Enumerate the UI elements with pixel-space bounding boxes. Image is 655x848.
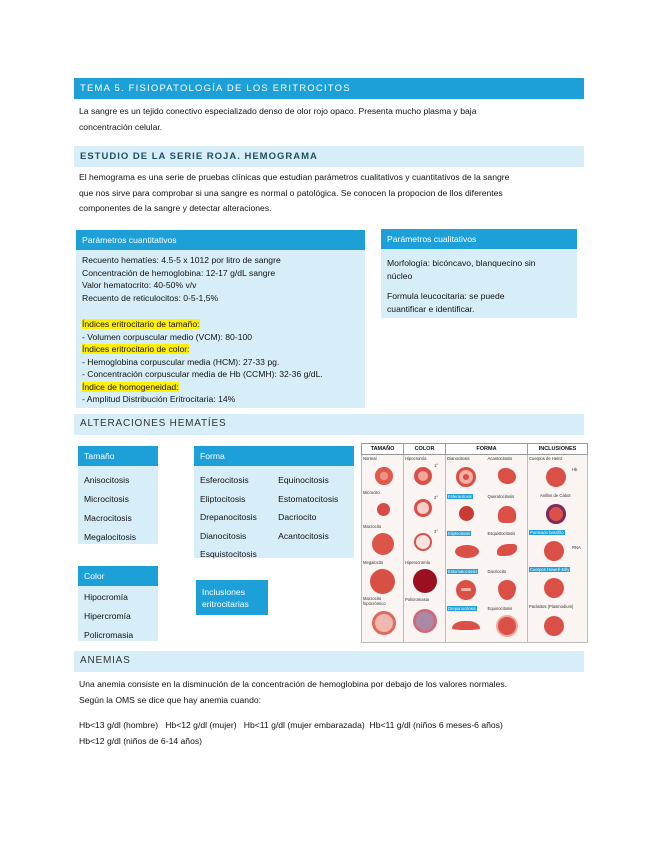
section-title: ANEMIAS <box>80 655 131 666</box>
table-header: TAMAÑO <box>362 444 404 455</box>
rbc-hipo3 <box>414 533 432 551</box>
hemograma-line: componentes de la sangre y detectar alteraciones. <box>79 203 272 213</box>
grade-label: 1° <box>434 463 439 468</box>
cell-plasmodium <box>528 603 587 642</box>
hemograma-paragraph <box>79 170 509 217</box>
param-line: Morfología: bicóncavo, blanquecino sin <box>387 258 536 268</box>
intro-paragraph <box>79 104 476 135</box>
hemograma-line: El hemograma es una serie de pruebas clínicas que estudian parámetros cualitativos y cuantitativos de la sangre <box>79 172 510 182</box>
list-item: Esquistocitosis <box>200 549 257 559</box>
param-line: - Concentración corpuscular media de Hb (CCMH): 32-36 g/dL. <box>82 369 323 379</box>
list-item: Acantocitosis <box>278 530 329 541</box>
rbc-acanto <box>498 468 516 484</box>
anemia-line: Según la OMS se dice que hay anemia cuando: <box>79 694 262 705</box>
rbc-heinz <box>546 467 566 487</box>
rbc-poli <box>413 609 437 633</box>
cell-macrocito <box>362 523 403 557</box>
shape-box <box>194 446 354 558</box>
section-header-alteraciones <box>74 414 584 435</box>
cell-heinz <box>528 455 587 492</box>
list-item: Esferocitosis <box>200 475 249 485</box>
rbc-esfero <box>459 506 474 521</box>
title-bar <box>74 78 584 99</box>
anemia-line: Hb<12 g/dl (niños de 6-14 años) <box>79 735 203 746</box>
rbc-macro-hipo <box>372 611 396 635</box>
list-item: Megalocitosis <box>84 532 137 542</box>
list-item: Estomatocitosis <box>278 493 339 504</box>
color-box <box>78 566 158 641</box>
table-header: FORMA <box>446 444 528 455</box>
anemia-line: Hb<13 g/dl (hombre) Hb<12 g/dl (mujer) Hb<11 g/dl (mujer embarazada) Hb<11 g/dl (niños 6 meses-6 años) <box>79 720 503 730</box>
list-item: Anisocitosis <box>84 475 130 485</box>
rbc-hipo1 <box>414 467 432 485</box>
cell-esquistocitosis <box>487 530 528 567</box>
size-box <box>78 446 158 544</box>
rbc-drepano <box>452 621 480 630</box>
cell-label: Esquistocitosis <box>487 531 516 537</box>
cell-label: Parásitos (Plasmodium) <box>529 604 574 609</box>
cell-label: Estomatocitosis <box>448 568 478 574</box>
box-title: Color <box>78 566 158 586</box>
cell-label: Esferocitosis <box>448 493 472 499</box>
cell-normal <box>362 455 403 489</box>
index-heading-size: Índices eritrocitario de tamaño: <box>82 319 200 329</box>
cell-cabot <box>528 492 587 529</box>
section-header-anemias <box>74 651 584 672</box>
index-heading-homogeneity: Índice de homogeneidad: <box>82 381 179 392</box>
cell-label: Acantocitosis <box>487 456 513 461</box>
cell-label: Dacriocito <box>487 568 507 574</box>
rbc-esquisto <box>497 544 517 556</box>
quantitative-params-box <box>76 230 365 408</box>
list-item: Macrocitosis <box>84 513 132 523</box>
rbc-elipto <box>455 545 479 558</box>
qualitative-params-box <box>381 229 577 318</box>
cell-dianocitosis <box>446 455 487 492</box>
rbc-cabot <box>546 504 566 524</box>
anemia-paragraph <box>79 677 507 749</box>
box-title: Tamaño <box>78 446 158 466</box>
small-label: Hb <box>572 467 578 472</box>
cell-label: Hiperocromía <box>405 560 431 565</box>
cell-label: Microcito <box>363 490 380 495</box>
param-line: - Amplitud Distribución Eritrocitaria: 14% <box>82 394 236 404</box>
cell-microcito <box>362 489 403 523</box>
list-item: Hipocromía <box>84 592 128 602</box>
cell-label: Hipocromía <box>405 456 427 461</box>
rbc-querato <box>498 506 516 523</box>
cell-label: Cuerpos Howell-Jolly <box>530 567 570 572</box>
cell-macrocito-hipocromico <box>362 595 403 641</box>
shape-column <box>446 455 528 643</box>
rbc-punteado <box>544 541 564 561</box>
box-title: Parámetros cualitativos <box>381 229 577 249</box>
rbc-macrocito <box>372 533 394 555</box>
param-line: Valor hematocrito: 40-50% v/v <box>82 280 197 290</box>
cell-hipocromia-1 <box>404 455 445 489</box>
param-line: Concentración de hemoglobina: 12-17 g/dL sangre <box>82 267 276 278</box>
cell-dacriocito <box>487 568 528 605</box>
rbc-equino <box>498 617 516 635</box>
box-title: Forma <box>194 446 354 466</box>
list-item: Dianocitosis <box>200 530 247 541</box>
cell-label: Drepanocitosis <box>448 606 476 612</box>
cell-label: Eliptocitosis <box>448 531 471 537</box>
color-column <box>404 455 446 643</box>
cell-hipocromia-3 <box>404 523 445 557</box>
cell-hipercromia <box>404 557 445 595</box>
cell-label: Megalocito <box>363 560 384 565</box>
box-title: Parámetros cuantitativos <box>76 230 365 250</box>
anemia-line: Una anemia consiste en la disminución de la concentración de hemoglobina por debajo de los valores normales. <box>79 679 508 689</box>
inclusions-box <box>196 580 268 615</box>
cell-label: Normal <box>363 456 377 461</box>
intro-line: concentración celular. <box>79 121 163 132</box>
cell-label: Anillos de Cabot <box>540 493 571 498</box>
cell-estomatocitosis <box>446 568 487 605</box>
rbc-plasmodium <box>544 616 564 636</box>
list-item: Hipercromía <box>84 611 131 621</box>
rbc-microcito <box>377 503 390 516</box>
list-item: Microcitosis <box>84 494 129 504</box>
cell-drepanocitosis <box>446 605 487 641</box>
grade-label: 2° <box>434 495 439 500</box>
cell-punteado <box>528 529 587 566</box>
rbc-howell <box>544 578 564 598</box>
section-title: ESTUDIO DE LA SERIE ROJA. HEMOGRAMA <box>80 151 318 162</box>
size-column <box>362 455 404 643</box>
section-header-hemograma <box>74 146 584 167</box>
rbc-hiper <box>413 569 437 593</box>
table-header: COLOR <box>404 444 446 455</box>
cell-label: Queratocitosis <box>487 493 515 499</box>
cell-policromasia <box>404 595 445 641</box>
cell-label: Cuerpos de Heinz <box>529 456 563 461</box>
list-item: Dacriocito <box>278 512 317 522</box>
param-line: cuantificar e identificar. <box>387 303 475 314</box>
cell-label: Macrocito <box>363 524 382 529</box>
list-item: Eliptocitosis <box>200 493 246 504</box>
table-header: INCLUSIONES <box>528 444 588 455</box>
cell-label: Policromasia <box>405 597 429 602</box>
rbc-megalocito <box>370 569 395 594</box>
param-line: Formula leucocitaria: se puede <box>387 291 505 301</box>
inclusions-label: Inclusiones <box>202 587 245 597</box>
cell-label: Macrocito hipocrómico <box>363 596 386 606</box>
page-title: TEMA 5. FISIOPATOLOGÍA DE LOS ERITROCITOS <box>80 83 351 94</box>
param-line: Recuento hematíes: 4.5-5 x 1012 por litro de sangre <box>82 255 281 265</box>
cell-eliptocitosis <box>446 530 487 567</box>
cell-hipocromia-2 <box>404 489 445 523</box>
rbc-estomato <box>456 580 476 600</box>
inclusions-column <box>528 455 588 643</box>
hemograma-line: que nos sirve para comprobar si una sangre es normal o patológica. Se conocen la propocion de llos diferentes <box>79 187 503 198</box>
erythrocyte-reference-image <box>361 443 588 643</box>
rbc-normal <box>375 467 393 485</box>
param-line: - Hemoglobina corpuscular media (HCM): 27-33 pg. <box>82 356 280 367</box>
rbc-dacrio <box>498 580 516 600</box>
cell-equinocitosis <box>487 605 528 641</box>
cell-label: Punteado basófilo <box>530 530 564 535</box>
cell-megalocito <box>362 557 403 595</box>
index-heading-color: Índices eritrocitario de color: <box>82 344 190 354</box>
cell-acantocitosis <box>487 455 528 492</box>
cell-queratocitosis <box>487 493 528 530</box>
rbc-hipo2 <box>414 499 432 517</box>
cell-label: Dianocitosis <box>447 456 470 461</box>
list-item: Equinocitosis <box>278 475 329 485</box>
inclusions-label: eritrocitarias <box>202 599 249 609</box>
param-line: Recuento de reticulocitos: 0-5-1,5% <box>82 292 219 303</box>
grade-label: 3° <box>434 529 439 534</box>
list-item: Policromasia <box>84 630 134 640</box>
intro-line: La sangre es un tejido conectivo especializado denso de olor rojo opaco. Presenta mucho plasma y baja <box>79 106 477 116</box>
cell-label: Equinocitosis <box>487 606 513 612</box>
cell-howell-jolly <box>528 566 587 603</box>
small-label: RNA <box>572 545 581 550</box>
rbc-diano <box>456 467 476 487</box>
cell-esferocitosis <box>446 493 487 530</box>
section-title: ALTERACIONES HEMATÍES <box>80 418 227 429</box>
param-line: núcleo <box>387 270 413 281</box>
list-item: Drepanocitosis <box>200 512 257 522</box>
param-line: - Volumen corpuscular medio (VCM): 80-100 <box>82 331 253 342</box>
